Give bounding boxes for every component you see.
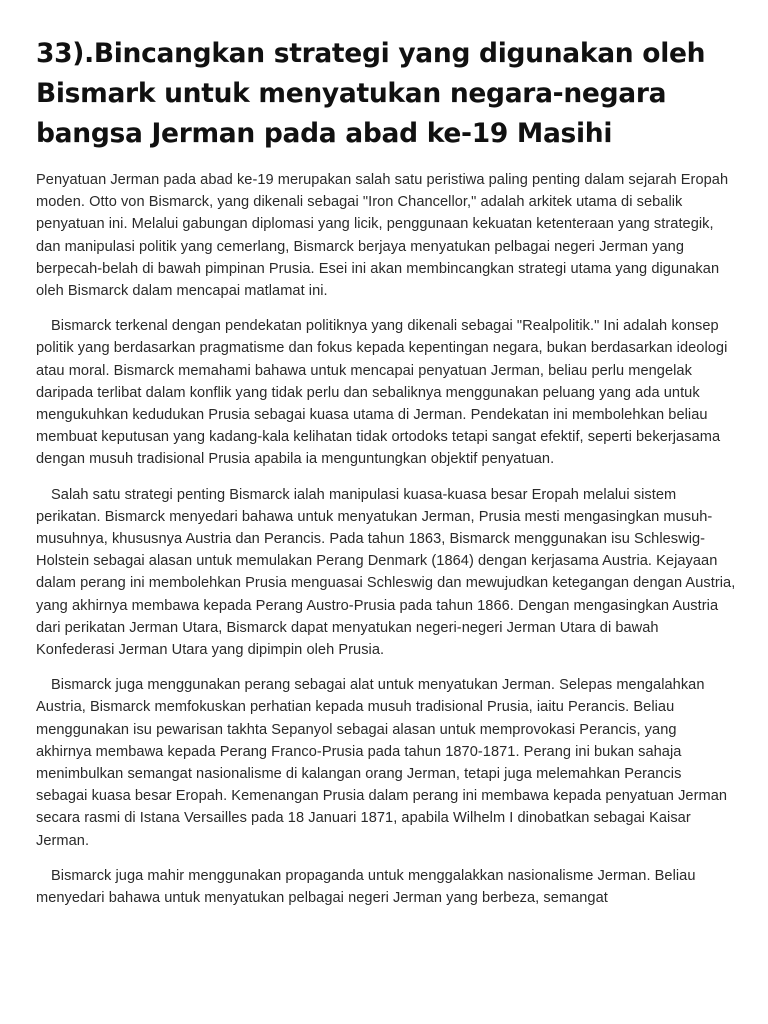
paragraph-propaganda: Bismarck juga mahir menggunakan propaganda untuk menggalakkan nasionalisme Jerman. Beliau menyedari bahawa untuk menyatukan pelbagai negeri Jerman yang berbeza, semangat [36, 867, 696, 907]
paragraph-war: Bismarck juga menggunakan perang sebagai alat untuk menyatukan Jerman. Selepas mengalahkan Austria, Bismarck memfokuskan perhatian kepada musuh tradisional Prusia, iaitu Perancis. Beliau menggunakan isu pewarisan takhta Sepanyol sebagai alasan untuk memprovokasi Perancis, yang akhirnya membawa kepada Perang Franco-Prusia pada tahun 1870-1871. Perang ini bukan sahaja menimbulkan semangat nasionalisme di kalangan orang Jerman, tetapi juga melemahkan Perancis sebagai kuasa besar Eropah. Kemenangan Prusia dalam perang ini membawa kepada penyatuan Jerman secara rasmi di Istana Versailles pada 18 Januari 1871, apabila Wilhelm I dinobatkan sebagai Kaisar Jerman. [36, 677, 728, 849]
paragraph-alliances: Salah satu strategi penting Bismarck ialah manipulasi kuasa-kuasa besar Eropah melalui sistem perikatan. Bismarck menyedari bahawa untuk menyatukan Jerman, Prusia mesti mengasingkan musuh-musuhnya, khususnya Austria dan Perancis. Pada tahun 1863, Bismarck menggunakan isu Schleswig-Holstein sebagai alasan untuk memulakan Perang Denmark (1864) dengan kerjasama Austria. Kejayaan dalam perang ini membolehkan Prusia menguasai Schleswig dan mewujudkan ketegangan dengan Austria, yang akhirnya membawa kepada Perang Austro-Prusia pada tahun 1866. Dengan mengasingkan Austria dari perikatan Jerman Utara, Bismarck dapat menyatukan negeri-negeri Jerman Utara di bawah Konfederasi Jerman Utara yang dipimpin oleh Prusia. [36, 486, 736, 659]
paragraph-intro: Penyatuan Jerman pada abad ke-19 merupakan salah satu peristiwa paling penting dalam sejarah Eropah moden. Otto von Bismarck, yang dikenali sebagai "Iron Chancellor," adalah arkitek utama di sebalik penyatuan ini. Melalui gabungan diplomasi yang licik, penggunaan kekuatan ketenteraan yang strategik, dan manipulasi politik yang cemerlang, Bismarck berjaya menyatukan pelbagai negeri Jerman yang berpecah-belah di bawah pimpinan Prusia. Esei ini akan membincangkan strategi utama yang digunakan oleh Bismarck dalam mencapai matlamat ini. [36, 172, 729, 300]
document-content [36, 34, 736, 922]
document-title: 33).Bincangkan strategi yang digunakan oleh Bismark untuk menyatukan negara-negara bangsa Jerman pada abad ke-19 Masihi [36, 38, 706, 149]
paragraph-realpolitik: Bismarck terkenal dengan pendekatan politiknya yang dikenali sebagai "Realpolitik." Ini adalah konsep politik yang berdasarkan pragmatisme dan fokus kepada kepentingan negara, bukan berdasarkan ideologi atau moral. Bismarck memahami bahawa untuk mencapai penyatuan Jerman, beliau perlu mengelak daripada terlibat dalam konflik yang tidak perlu dan sebaliknya menggunakan peluang yang ada untuk mengukuhkan kedudukan Prusia sebagai kuasa utama di Jerman. Pendekatan ini membolehkan beliau membuat keputusan yang kadang-kala kelihatan tidak ortodoks tetapi sangat efektif, seperti bekerjasama dengan musuh tradisional Prusia apabila ia menguntungkan objektif penyatuan. [36, 318, 728, 468]
